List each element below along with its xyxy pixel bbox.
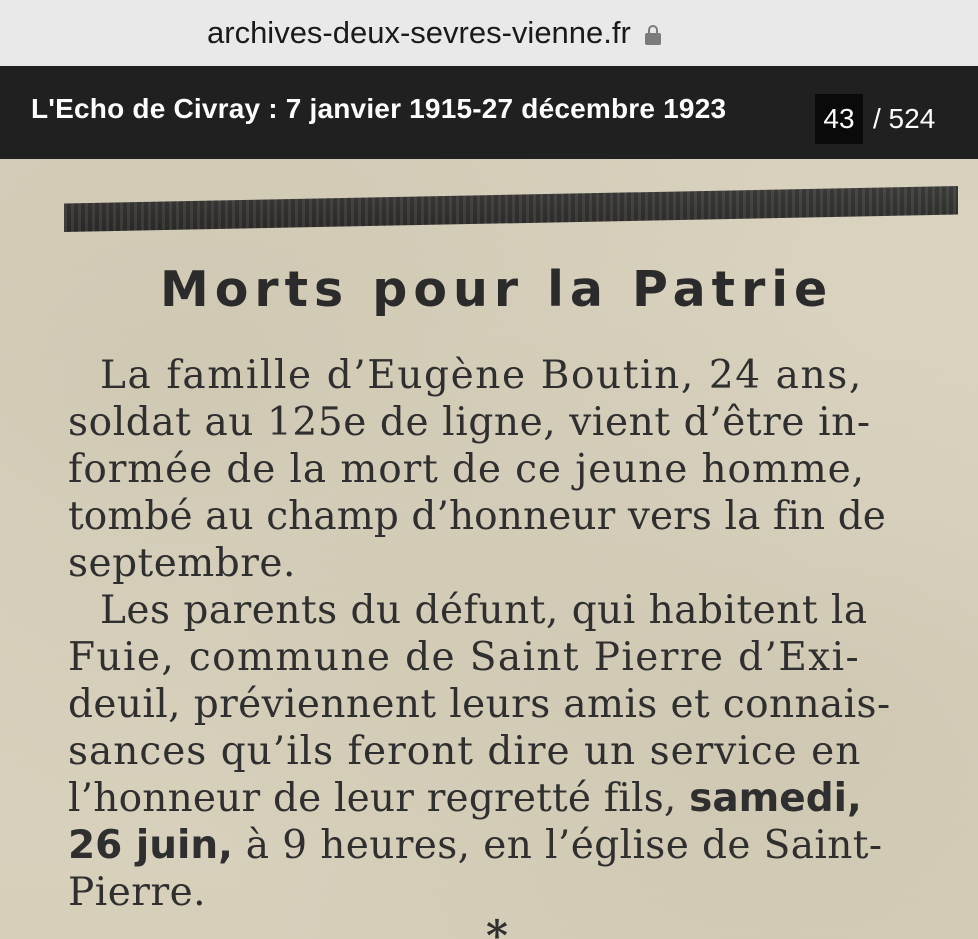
bold-date: 26 juin,: [68, 823, 233, 868]
article-line: deuil, préviennent leurs amis et connais-: [68, 682, 891, 727]
article-line: soldat au 125e de ligne, vient d’être in-: [68, 400, 871, 445]
article-line: tombé au champ d’honneur vers la fin de: [68, 494, 886, 539]
article-heading: Morts pour la Patrie: [160, 261, 834, 318]
article-line: Fuie, commune de Saint Pierre d’Exi-: [68, 635, 861, 680]
document-title: L'Echo de Civray : 7 janvier 1915-27 décembre 1923: [31, 93, 727, 124]
newspaper-scan: [0, 159, 978, 939]
page-total: / 524: [873, 103, 936, 134]
article-line-text: à 9 heures, en l’église de Saint-: [245, 823, 883, 868]
asterisk-separator: *: [486, 911, 508, 939]
article-line: septembre.: [68, 541, 296, 586]
article-line: sances qu’ils feront dire un service en: [68, 729, 862, 774]
address-bar[interactable]: [0, 0, 978, 66]
article-body: [68, 352, 968, 916]
lock-icon: [645, 25, 661, 45]
page-number-input[interactable]: 43: [815, 94, 863, 144]
article-line: Pierre.: [68, 870, 207, 915]
article-line: La famille d’Eugène Boutin, 24 ans,: [100, 353, 863, 398]
decorative-rule: [64, 186, 958, 232]
article-line: [68, 775, 968, 822]
article-line: [68, 822, 968, 869]
url-text[interactable]: archives-deux-sevres-vienne.fr: [207, 15, 631, 50]
article-line: Les parents du défunt, qui habitent la: [100, 588, 868, 633]
article-line: formée de la mort de ce jeune homme,: [68, 447, 865, 492]
bold-day: samedi,: [689, 776, 862, 821]
viewer-header: [0, 66, 978, 159]
article-line-text: l’honneur de leur regretté fils,: [68, 776, 677, 821]
